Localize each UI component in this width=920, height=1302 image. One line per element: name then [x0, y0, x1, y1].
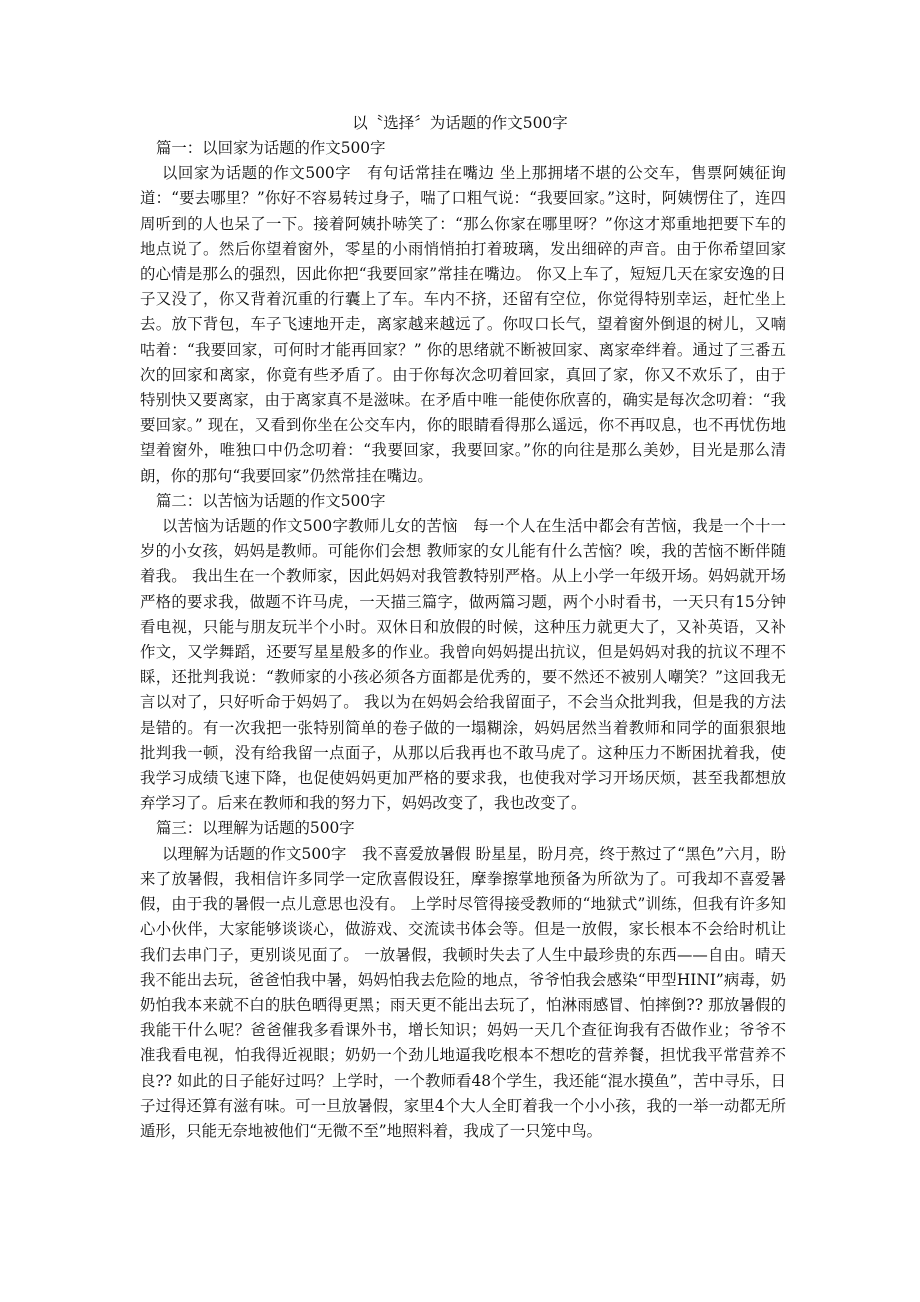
section-2-heading: 篇二：以苦恼为话题的作文500字 [156, 491, 386, 510]
section-1-paragraph: 以回家为话题的作文500字 有句话常挂在嘴边 坐上那拥堵不堪的公交车，售票阿姨征询道：“要去哪里？”你好不容易转过身子，喘了口粗气说：“我要回家。”这时，阿姨愣住了，连四周听到的人也呆了一下。接着阿姨扑哧笑了：“那么你家在哪里呀？”你这才郑重地把要下车的地点说了。然后你望着窗外，零星的小雨悄悄拍打着玻璃，发出细碎的声音。由于你希望回家的心情是那么的强烈，因此你把“我要回家”常挂在嘴边。 你又上车了，短短几天在家安逸的日子又没了，你又背着沉重的行囊上了车。车内不挤，还留有空位，你觉得特别幸运，赶忙坐上去。放下背包，车子飞速地开走，离家越来越远了。你叹口长气，望着窗外倒退的树儿，又喃咕着：“我要回家，可何时才能再回家？” 你的思绪就不断被回家、离家牵绊着。通过了三番五次的回家和离家，你竟有些矛盾了。由于你每次念叨着回家，真回了家，你又不欢乐了，由于特别快又要离家，由于离家真不是滋味。在矛盾中唯一能使你欣喜的，确实是每次念叨着：“我要回家。” 现在，又看到你坐在公交车内，你的眼睛看得那么遥远，你不再叹息，也不再忧伤地望着窗外，唯独口中仍念叨着：“我要回家，我要回家。”你的向往是那么美妙，目光是那么清朗，你的那句“我要回家”仍然常挂在嘴边。 [140, 164, 786, 485]
document-title: 以〝选择〞为话题的作文500字 [352, 114, 568, 132]
section-2-paragraph: 以苦恼为话题的作文500字教师儿女的苦恼 每一个人在生活中都会有苦恼，我是一个十一岁的小女孩，妈妈是教师。可能你们会想 教师家的女儿能有什么苦恼？唉，我的苦恼不断伴随着我。 我出生在一个教师家，因此妈妈对我管教特别严格。从上小学一年级开场。妈妈就开场严格的要求我，做题不许马虎，一天描三篇字，做两篇习题，两个小时看书，一天只有15分钟看电视，只能与朋友玩半个小时。双休日和放假的时候，这种压力就更大了，又补英语，又补作文，又学舞蹈，还要写星星般多的作业。我曾向妈妈提出抗议，但是妈妈对我的抗议不理不睬，还批判我说：“教师家的小孩必须各方面都是优秀的，要不然还不被别人嘲笑？”这回我无言以对了，只好听命于妈妈了。 我以为在妈妈会给我留面子，不会当众批判我，但是我的方法是错的。有一次我把一张特别简单的卷子做的一塌糊涂，妈妈居然当着教师和同学的面狠狠地批判我一顿，没有给我留一点面子，从那以后我再也不敢马虎了。这种压力不断困扰着我，使我学习成绩飞速下降，也促使妈妈更加严格的要求我，也使我对学习开场厌烦，甚至我都想放弃学习了。后来在教师和我的努力下，妈妈改变了，我也改变了。 [140, 517, 786, 813]
section-3-heading: 篇三：以理解为话题的500字 [156, 819, 355, 838]
document-body [140, 136, 786, 1144]
section-1-heading: 篇一：以回家为话题的作文500字 [156, 139, 386, 157]
section-3-paragraph: 以理解为话题的作文500字 我不喜爱放暑假 盼星星，盼月亮，终于熬过了“黑色”六月，盼来了放暑假，我相信许多同学一定欣喜假设狂，摩拳擦掌地预备为所欲为了。可我却不喜爱暑假，由于我的暑假一点儿意思也没有。 上学时尽管得接受教师的“地狱式”训练，但我有许多知心小伙伴，大家能够谈谈心，做游戏、交流读书体会等。但是一放假，家长根本不会给时机让我们去串门子，更别谈见面了。 一放暑假，我顿时失去了人生中最珍贵的东西——自由。晴天我不能出去玩，爸爸怕我中暑，妈妈怕我去危险的地点，爷爷怕我会感染“甲型HINI”病毒，奶奶怕我本来就不白的肤色晒得更黑；雨天更不能出去玩了，怕淋雨感冒、怕摔倒?? 那放暑假的我能干什么呢？爸爸催我多看课外书，增长知识；妈妈一天几个查征询我有否做作业；爷爷不准我看电视，怕我得近视眼；奶奶一个劲儿地逼我吃根本不想吃的营养餐，担忧我平常营养不良?? 如此的日子能好过吗？上学时，一个教师看48个学生，我还能“混水摸鱼”，苦中寻乐，日子过得还算有滋有味。可一旦放暑假，家里4个大人全盯着我一个小小孩，我的一举一动都无所遁形，只能无奈地被他们“无微不至”地照料着，我成了一只笼中鸟。 [140, 844, 786, 1140]
